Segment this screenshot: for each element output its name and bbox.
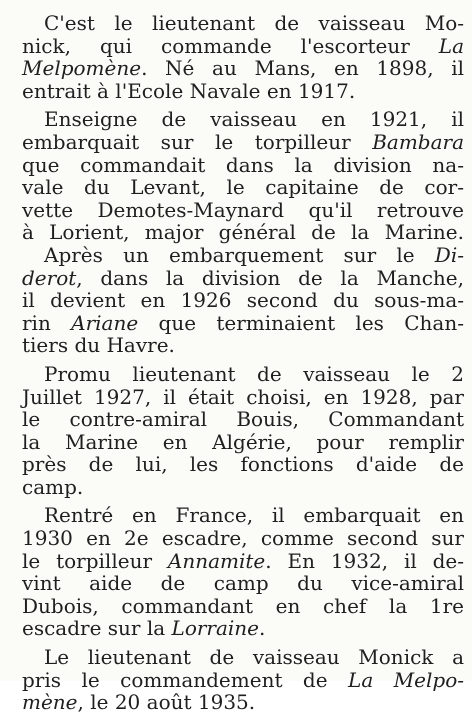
text-line: escadre sur la Lorraine. <box>22 616 266 641</box>
text-line: la Marine en Algérie, pour remplir <box>22 429 464 454</box>
text-line: que commandait dans la division na- <box>22 152 464 177</box>
text-line: à Lorient, major général de la Marine. <box>22 220 464 245</box>
text-line: derot, dans la division de la Manche, <box>22 265 464 290</box>
text-line: Rentré en France, il embarquait en <box>44 503 464 528</box>
text-line: camp. <box>22 474 84 499</box>
text-line: Promu lieutenant de vaisseau le 2 <box>44 361 464 386</box>
paragraph-2 <box>22 108 464 357</box>
text-line: rin Ariane que terminaient les Chan- <box>22 310 464 335</box>
paragraph-4 <box>22 504 464 640</box>
paragraph-1 <box>22 12 464 102</box>
text-line: embarquait sur le torpilleur Bambara <box>22 129 464 154</box>
text-line: vette Demotes-Maynard qu'il retrouve <box>22 197 464 222</box>
text-line: tiers du Havre. <box>22 333 175 358</box>
paragraph-5 <box>22 646 464 714</box>
text-line: 1930 en 2e escadre, comme second sur <box>22 526 464 551</box>
text-line: Melpomène. Né au Mans, en 1898, il <box>22 56 464 81</box>
text-line: vale du Levant, le capitaine de cor- <box>22 175 464 200</box>
text-line: Enseigne de vaisseau en 1921, il <box>44 107 464 132</box>
text-line: mène, le 20 août 1935. <box>22 690 256 714</box>
text-line: C'est le lieutenant de vaisseau Mo- <box>44 11 464 35</box>
text-line: vint aide de camp du vice-amiral <box>22 571 464 596</box>
paragraph-3 <box>22 363 464 499</box>
text-line: le contre-amiral Bouis, Commandant <box>22 407 464 432</box>
text-line: entrait à l'Ecole Navale en 1917. <box>22 78 356 103</box>
text-line: Le lieutenant de vaisseau Monick a <box>44 645 464 670</box>
text-line: près de lui, les fonctions d'aide de <box>22 452 464 477</box>
text-line: le torpilleur Annamite. En 1932, il de- <box>22 548 464 573</box>
text-line: Après un embarquement sur le Di- <box>44 242 464 267</box>
text-line: pris le commandement de La Melpo- <box>22 667 464 692</box>
text-line: il devient en 1926 second du sous-ma- <box>22 288 464 313</box>
text-line: nick, qui commande l'escorteur La <box>22 33 464 58</box>
text-line: Juillet 1927, il était choisi, en 1928, par <box>22 384 464 409</box>
text-line: Dubois, commandant en chef la 1re <box>22 593 464 618</box>
